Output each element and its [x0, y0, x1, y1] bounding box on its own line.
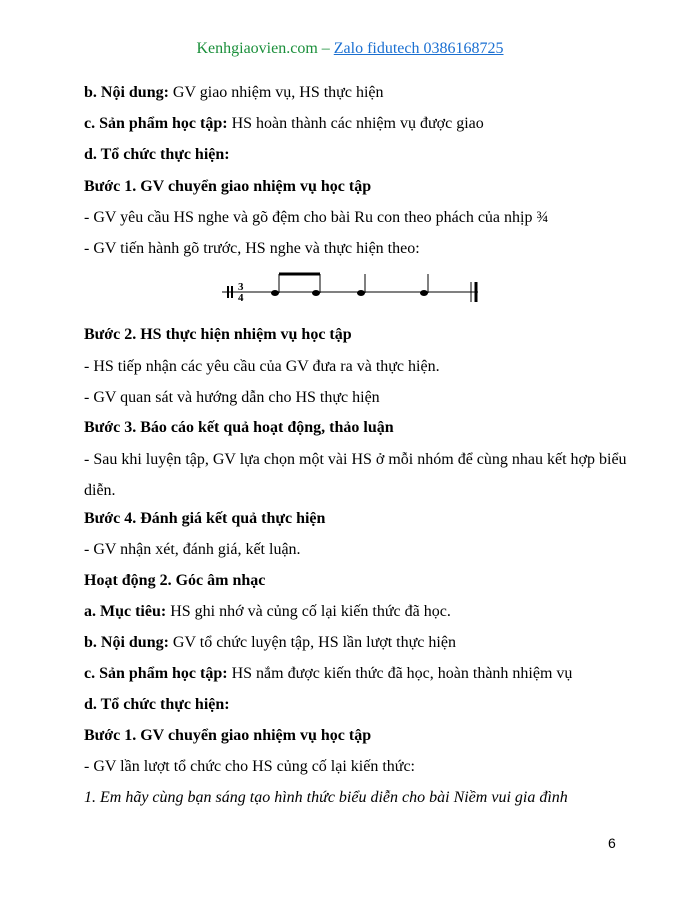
step1-heading-2: Bước 1. GV chuyển giao nhiệm vụ học tập — [84, 727, 372, 744]
text: GV giao nhiệm vụ, HS thực hiện — [168, 84, 384, 101]
line-organize-1: d. Tổ chức thực hiện: — [84, 146, 230, 163]
label: a. Mục tiêu: — [84, 603, 167, 620]
step2-heading: Bước 2. HS thực hiện nhiệm vụ học tập — [84, 326, 352, 343]
text: HS nắm được kiến thức đã học, hoàn thành nhiệm vụ — [227, 665, 573, 682]
step2-text-1: - HS tiếp nhận các yêu cầu của GV đưa ra và thực hiện. — [84, 358, 440, 375]
rhythm-staff — [216, 268, 484, 308]
quarter-note-2 — [420, 290, 428, 296]
line-objective — [84, 602, 640, 622]
line-organize-2: d. Tổ chức thực hiện: — [84, 696, 230, 713]
step2-text-2: - GV quan sát và hướng dẫn cho HS thực hiện — [84, 389, 380, 406]
text: HS ghi nhớ và củng cố lại kiến thức đã học. — [166, 603, 451, 620]
task-1: 1. Em hãy cùng bạn sáng tạo hình thức biểu diễn cho bài Niềm vui gia đình — [84, 789, 568, 806]
header-site: Kenhgiaovien.com — [196, 40, 318, 57]
page-header — [0, 40, 700, 58]
line-content-2 — [84, 633, 640, 653]
quarter-note-1 — [357, 290, 365, 296]
eighth-note-1 — [271, 290, 279, 296]
step1-text-3: - GV lần lượt tổ chức cho HS củng cố lại kiến thức: — [84, 758, 415, 775]
eighth-note-2 — [312, 290, 320, 296]
label: b. Nội dung: — [84, 634, 169, 651]
step3-heading: Bước 3. Báo cáo kết quả hoạt động, thảo luận — [84, 419, 394, 436]
header-link[interactable]: Zalo fidutech 0386168725 — [333, 40, 504, 57]
step1-heading: Bước 1. GV chuyển giao nhiệm vụ học tập — [84, 178, 372, 195]
time-sig-bottom: 4 — [238, 292, 244, 304]
step4-text: - GV nhận xét, đánh giá, kết luận. — [84, 541, 301, 558]
text: GV tổ chức luyện tập, HS lần lượt thực hiện — [168, 634, 456, 651]
label: c. Sản phẩm học tập: — [84, 665, 228, 682]
text: HS hoàn thành các nhiệm vụ được giao — [227, 115, 484, 132]
line-product-1 — [84, 114, 640, 134]
line-content-1 — [84, 83, 640, 103]
label: c. Sản phẩm học tập: — [84, 115, 228, 132]
step1-text-2: - GV tiến hành gõ trước, HS nghe và thực hiện theo: — [84, 240, 420, 257]
line-product-2 — [84, 664, 640, 684]
page-number: 6 — [608, 835, 616, 851]
header-separator: – — [317, 40, 334, 57]
step4-heading: Bước 4. Đánh giá kết quả thực hiện — [84, 510, 326, 527]
time-sig-top: 3 — [238, 281, 244, 293]
step3-text: - Sau khi luyện tập, GV lựa chọn một vài HS ở mỗi nhóm để cùng nhau kết hợp biểu diễn. — [84, 451, 627, 499]
label: b. Nội dung: — [84, 84, 169, 101]
step1-text-1: - GV yêu cầu HS nghe và gõ đệm cho bài Ru con theo phách của nhịp ¾ — [84, 209, 549, 226]
activity2-heading: Hoạt động 2. Góc âm nhạc — [84, 572, 266, 589]
